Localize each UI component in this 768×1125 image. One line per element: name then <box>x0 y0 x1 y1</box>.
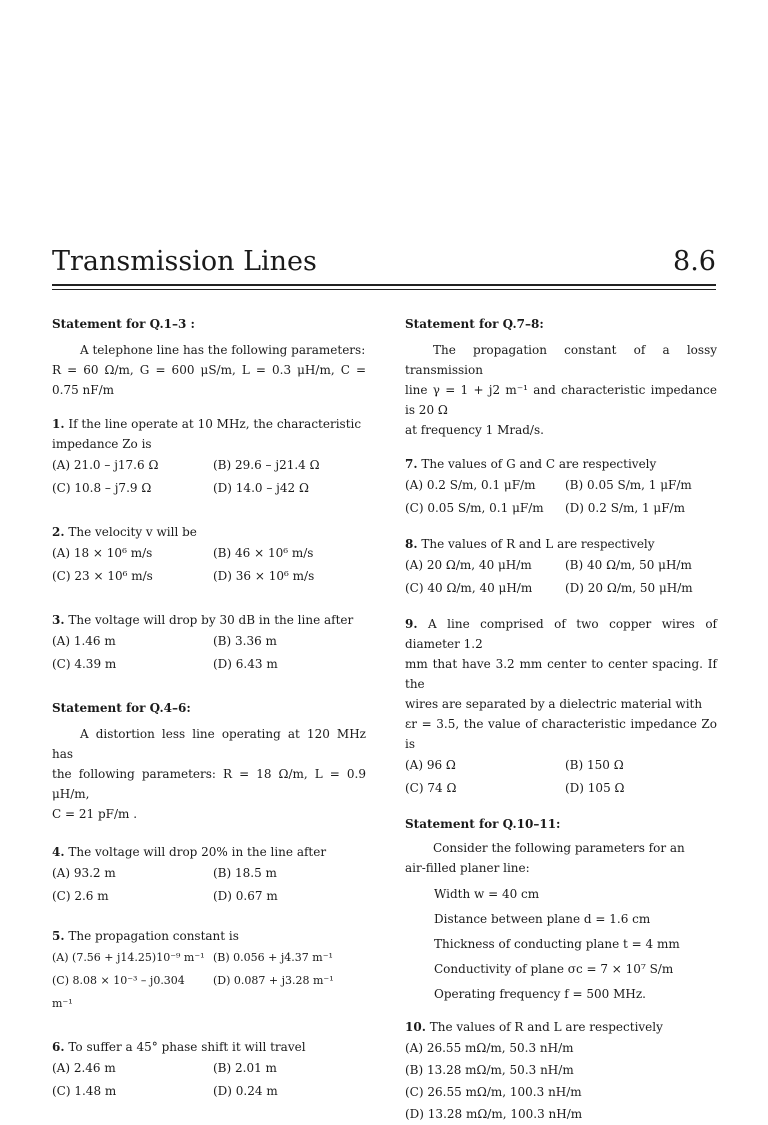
option-a: (A) (7.56 + j14.25)10⁻⁹ m⁻¹ <box>52 951 205 964</box>
option-b: (B) 150 Ω <box>565 758 624 772</box>
option-a: (A) 96 Ω <box>405 758 456 772</box>
right-column <box>405 314 717 1125</box>
option-d: (D) 0.67 m <box>213 889 278 903</box>
param-width: Width w = 40 cm <box>434 887 540 901</box>
statement-text-q10-11: Consider the following parameters for an air-filled planer line: <box>405 841 685 875</box>
question-7: 7. The values of G and C are respectively (A) 0.2 S/m, 0.1 μF/m (B) 0.05 S/m, 1 μF/m (C) 0.05 S/m, 0.1 μF/m (D) 0.2 S/m, 1 μF/m <box>405 454 717 520</box>
option-c: (C) 2.6 m <box>52 889 109 903</box>
option-c: (C) 23 × 10⁶ m/s <box>52 569 153 583</box>
header-rule-thin <box>52 289 716 290</box>
header-rule-thick <box>52 284 716 286</box>
option-c: (C) 0.05 S/m, 0.1 μF/m <box>405 501 544 515</box>
statement-heading-q4-6: Statement for Q.4–6: <box>52 701 191 715</box>
statement-text-q1-3: A telephone line has the following parameters: R = 60 Ω/m, G = 600 μS/m, L = 0.3 μH/m, C = 0.75 nF/m <box>52 343 366 397</box>
option-d: (D) 14.0 – j42 Ω <box>213 481 309 495</box>
option-b: (B) 40 Ω/m, 50 μH/m <box>565 558 692 572</box>
option-d: (D) 0.2 S/m, 1 μF/m <box>565 501 685 515</box>
option-d: (D) 13.28 mΩ/m, 100.3 nH/m <box>405 1107 583 1121</box>
question-3: 3. The voltage will drop by 30 dB in the line after (A) 1.46 m (B) 3.36 m (C) 4.39 m (D) 6.43 m <box>52 610 366 676</box>
option-d: (D) 6.43 m <box>213 657 278 671</box>
option-b: (B) 3.36 m <box>213 634 277 648</box>
question-8: 8. The values of R and L are respectively (A) 20 Ω/m, 40 μH/m (B) 40 Ω/m, 50 μH/m (C) 40 Ω/m, 40 μH/m (D) 20 Ω/m, 50 μH/m <box>405 534 717 600</box>
option-a: (A) 0.2 S/m, 0.1 μF/m <box>405 478 536 492</box>
option-b: (B) 18.5 m <box>213 866 277 880</box>
chapter-title: Transmission Lines <box>52 246 317 277</box>
option-b: (B) 0.05 S/m, 1 μF/m <box>565 478 692 492</box>
question-4: 4. The voltage will drop 20% in the line after (A) 93.2 m (B) 18.5 m (C) 2.6 m (D) 0.67 m <box>52 842 366 908</box>
option-a: (A) 20 Ω/m, 40 μH/m <box>405 558 532 572</box>
question-9: 9. A line comprised of two copper wires of diameter 1.2 mm that have 3.2 mm center to center spacing. If the wires are separated by a dielectric material with εr = 3.5, the value of characteristic impedance Zo is (A) 96 Ω (B) 150 Ω (C) 74 Ω (D) 105 Ω <box>405 614 717 800</box>
option-d: (D) 0.087 + j3.28 m⁻¹ <box>213 974 334 987</box>
question-10: 10. The values of R and L are respectively (A) 26.55 mΩ/m, 50.3 nH/m (B) 13.28 mΩ/m, 50.3 nH/m (C) 26.55 mΩ/m, 100.3 nH/m (D) 13.28 mΩ/m, 100.3 nH/m <box>405 1017 717 1125</box>
option-a: (A) 18 × 10⁶ m/s <box>52 546 153 560</box>
question-6: 6. To suffer a 45° phase shift it will travel (A) 2.46 m (B) 2.01 m (C) 1.48 m (D) 0.24 m <box>52 1037 366 1103</box>
option-d: (D) 36 × 10⁶ m/s <box>213 569 315 583</box>
option-c: (C) 74 Ω <box>405 781 457 795</box>
question-1: 1. If the line operate at 10 MHz, the characteristic impedance Zo is (A) 21.0 – j17.6 Ω (B) 29.6 – j21.4 Ω (C) 10.8 – j7.9 Ω (D) 14.0 – j42 Ω <box>52 414 366 500</box>
option-c: (C) 40 Ω/m, 40 μH/m <box>405 581 533 595</box>
option-b: (B) 46 × 10⁶ m/s <box>213 546 314 560</box>
page-number: 8.6 <box>673 246 716 277</box>
option-c: (C) 1.48 m <box>52 1084 117 1098</box>
option-c: (C) 10.8 – j7.9 Ω <box>52 481 152 495</box>
option-b: (B) 13.28 mΩ/m, 50.3 nH/m <box>405 1063 574 1077</box>
question-5: 5. The propagation constant is (A) (7.56 + j14.25)10⁻⁹ m⁻¹ (B) 0.056 + j4.37 m⁻¹ (C) 8.08 × 10⁻³ – j0.304 m⁻¹ (D) 0.087 + j3.28 m⁻¹ <box>52 926 366 1015</box>
option-a: (A) 26.55 mΩ/m, 50.3 nH/m <box>405 1041 574 1055</box>
statement-heading-q10-11: Statement for Q.10–11: <box>405 817 561 831</box>
option-c: (C) 26.55 mΩ/m, 100.3 nH/m <box>405 1085 582 1099</box>
statement-text-q7-8: The propagation constant of a lossy transmission line γ = 1 + j2 m⁻¹ and characteristic impedance is 20 Ω at frequency 1 Mrad/s. <box>405 343 717 437</box>
option-a: (A) 93.2 m <box>52 866 116 880</box>
param-distance: Distance between plane d = 1.6 cm <box>434 912 651 926</box>
left-column <box>52 314 366 1103</box>
option-c: (C) 4.39 m <box>52 657 117 671</box>
question-2: 2. The velocity v will be (A) 18 × 10⁶ m/s (B) 46 × 10⁶ m/s (C) 23 × 10⁶ m/s (D) 36 × 10⁶ m/s <box>52 522 366 588</box>
option-a: (A) 1.46 m <box>52 634 116 648</box>
param-frequency: Operating frequency f = 500 MHz. <box>434 987 646 1001</box>
option-b: (B) 2.01 m <box>213 1061 277 1075</box>
option-d: (D) 105 Ω <box>565 781 625 795</box>
parameter-list <box>405 882 717 1007</box>
option-b: (B) 29.6 – j21.4 Ω <box>213 458 320 472</box>
statement-heading-q1-3: Statement for Q.1–3 : <box>52 317 195 331</box>
statement-heading-q7-8: Statement for Q.7–8: <box>405 317 544 331</box>
option-b: (B) 0.056 + j4.37 m⁻¹ <box>213 951 333 964</box>
option-c: (C) 8.08 × 10⁻³ – j0.304 m⁻¹ <box>52 974 185 1010</box>
option-a: (A) 21.0 – j17.6 Ω <box>52 458 159 472</box>
param-conductivity: Conductivity of plane σc = 7 × 10⁷ S/m <box>434 962 674 976</box>
param-thickness: Thickness of conducting plane t = 4 mm <box>434 937 680 951</box>
option-d: (D) 0.24 m <box>213 1084 278 1098</box>
option-d: (D) 20 Ω/m, 50 μH/m <box>565 581 693 595</box>
option-a: (A) 2.46 m <box>52 1061 116 1075</box>
statement-text-q4-6: A distortion less line operating at 120 MHz has the following parameters: R = 18 Ω/m, L = 0.9 μH/m, C = 21 pF/m . <box>52 727 366 821</box>
